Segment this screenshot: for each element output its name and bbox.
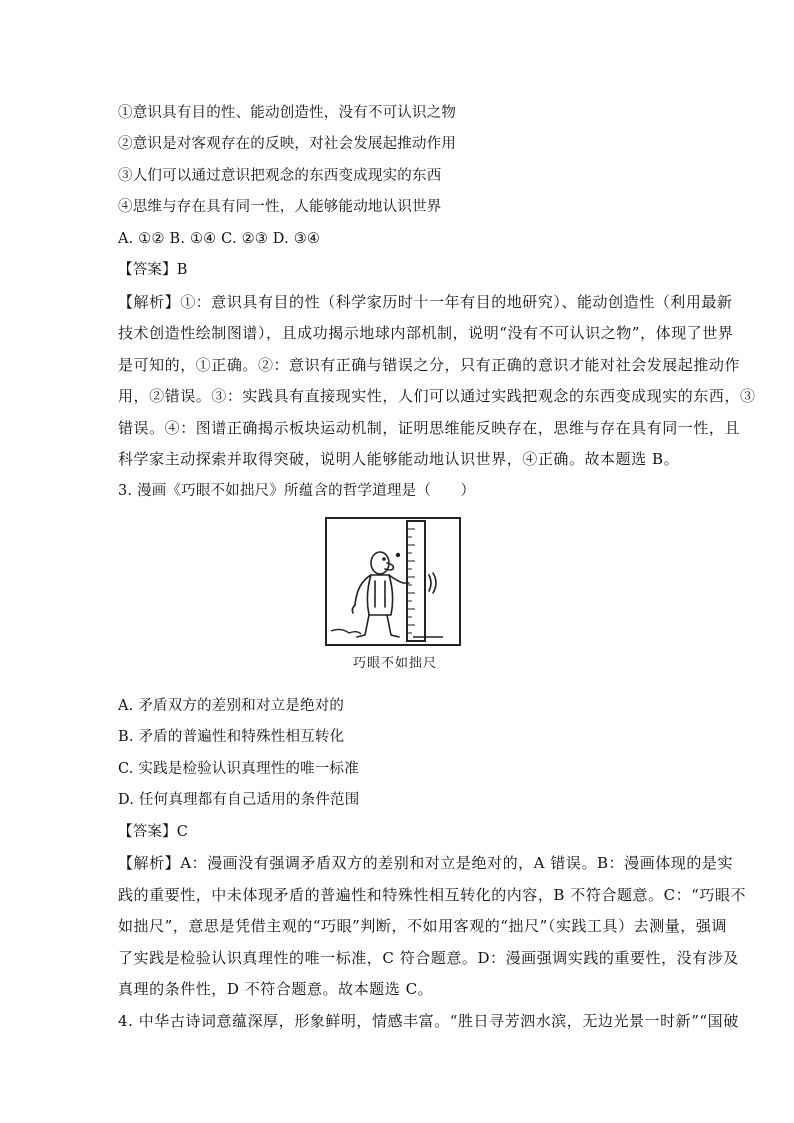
cartoon-illustration xyxy=(327,519,459,644)
q2-option-3: ③人们可以通过意识把观念的东西变成现实的东西 xyxy=(118,168,442,184)
q3-option-d: D. 任何真理都有自己适用的条件范围 xyxy=(118,792,360,808)
q2-analysis-line-3: 是可知的，①正确。②：意识有正确与错误之分，只有正确的意识才能对社会发展起推动作 xyxy=(118,356,741,374)
q2-option-4: ④思维与存在具有同一性，人能够能动地认识世界 xyxy=(118,199,442,215)
q2-analysis-line-5: 错误。④：图谱正确揭示板块运动机制，证明思维能反映存在，思维与存在具有同一性，且 xyxy=(118,419,741,437)
cartoon-caption: 巧眼不如拙尺 xyxy=(352,656,437,671)
q2-analysis-line-2: 技术创造性绘制图谱），且成功揭示地球内部机制，说明“没有不可认识之物”，体现了世界 xyxy=(118,324,734,342)
q3-analysis-line-5: 真理的条件性，D 不符合题意。故本题选 C。 xyxy=(118,980,434,998)
q2-analysis-line-6: 科学家主动探索并取得突破，说明人能够能动地认识世界，④正确。故本题选 B。 xyxy=(118,450,680,468)
q2-choices: A. ①② B. ①④ C. ②③ D. ③④ xyxy=(118,231,321,247)
q3-option-b: B. 矛盾的普遍性和特殊性相互转化 xyxy=(118,729,345,745)
q3-stem: 3. 漫画《巧眼不如拙尺》所蕴含的哲学道理是（ ） xyxy=(118,483,476,499)
q2-analysis-line-4: 用，②错误。③：实践具有直接现实性，人们可以通过实践把观念的东西变成现实的东西，③ xyxy=(118,387,756,405)
q2-answer: 【答案】B xyxy=(118,262,188,278)
q3-analysis-line-1: 【解析】A：漫画没有强调矛盾双方的差别和对立是绝对的，A 错误。B：漫画体现的是实 xyxy=(118,854,734,872)
q2-analysis-line-1: 【解析】①：意识具有目的性（科学家历时十一年有目的地研究）、能动创造性（利用最新 xyxy=(118,293,733,311)
q3-option-a: A. 矛盾双方的差别和对立是绝对的 xyxy=(118,698,345,714)
q3-answer: 【答案】C xyxy=(118,824,189,840)
q4-stem: 4. 中华古诗词意蕴深厚，形象鲜明，情感丰富。“胜日寻芳泗水滨，无边光景一时新”“国破 xyxy=(118,1012,739,1030)
q2-option-2: ②意识是对客观存在的反映，对社会发展起推动作用 xyxy=(118,136,457,152)
q2-option-1: ①意识具有目的性、能动创造性，没有不可认识之物 xyxy=(118,105,457,121)
q3-analysis-line-4: 了实践是检验认识真理性的唯一标准，C 符合题意。D：漫画强调实践的重要性，没有涉及 xyxy=(118,949,739,967)
q3-option-c: C. 实践是检验认识真理性的唯一标准 xyxy=(118,761,359,777)
q3-analysis-line-3: 如拙尺”，意思是凭借主观的“巧眼”判断，不如用客观的“拙尺”（实践工具）去测量，强调 xyxy=(118,917,727,935)
cartoon-image xyxy=(325,517,461,646)
q3-analysis-line-2: 践的重要性，中未体现矛盾的普遍性和特殊性相互转化的内容，B 不符合题意。C：“巧眼不 xyxy=(118,886,747,904)
